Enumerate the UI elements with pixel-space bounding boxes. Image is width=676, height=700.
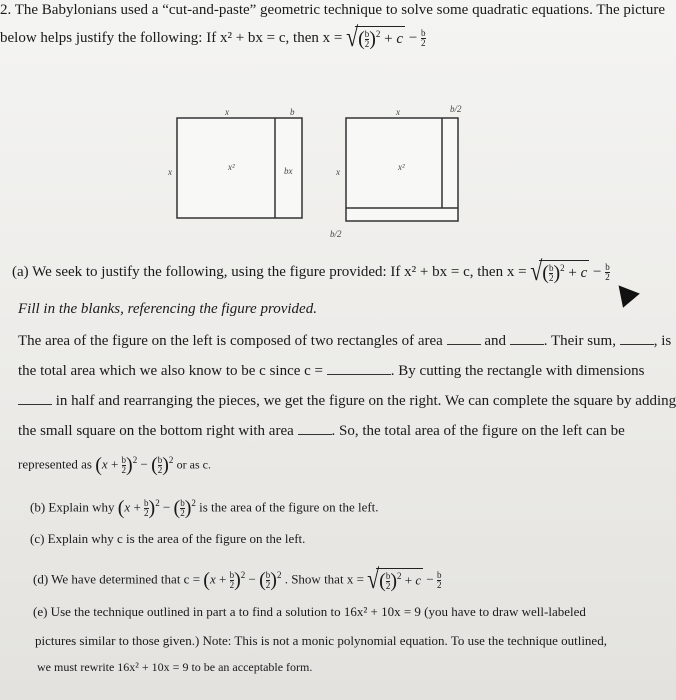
right-side-x-label: x: [336, 167, 340, 177]
part-a-intro-text: (a) We seek to justify the following, using the figure provided: If x² + bx = c, then x =: [12, 263, 527, 280]
part-e-line-1: (e) Use the technique outlined in part a to find a solution to 16x² + 10x = 9 (you have to draw well-labeled: [33, 604, 586, 619]
part-a-l1b: and: [484, 333, 506, 349]
left-bx-label: bx: [284, 166, 293, 176]
part-a-l4b: . So, the total area of the figure on the left can be: [331, 423, 625, 439]
blank-sum[interactable]: [620, 332, 654, 345]
part-a-l1d: , is: [653, 333, 672, 349]
right-top-b2-label: b/2: [450, 104, 462, 114]
question-2-line-2-text: below helps justify the following: If x² + bx = c, then x =: [0, 29, 343, 46]
part-a-l4a: the small square on the bottom right with area: [18, 423, 294, 439]
part-a-line-5: represented as (x + $\frac{b}{2}$ )$^2$ − ( $\frac{b}{2}$ )$^2$ or as c.: [18, 454, 211, 476]
part-a-intro: (a) We seek to justify the following, using the figure provided: If x² + bx = c, then x = √ ( $\frac{b}{2}$ )$^2$ + c − $\frac{b}{2}$: [12, 254, 610, 286]
part-a-line-4: [18, 422, 625, 440]
part-b-b: is the area of the figure on the left.: [199, 499, 379, 515]
left-top-x-label: x: [225, 107, 229, 117]
part-a-line-3: [18, 392, 676, 410]
right-bottom-b2-label: b/2: [330, 229, 342, 239]
question-2-line-1: 2. The Babylonians used a “cut-and-paste” geometric technique to solve some quadratic equations. The picture: [0, 2, 666, 18]
blank-small-square-area[interactable]: [298, 422, 332, 435]
part-b: (b) Explain why (x + $\frac{b}{2}$ )$^2$ − ( $\frac{b}{2}$ )$^2$ is the area of the figure on the left.: [30, 497, 379, 519]
part-d: (d) We have determined that c = (x + $\frac{b}{2}$ )$^2$ − ( $\frac{b}{2}$ )$^2$ . Show that x = √ ( $\frac{b}{2}$ )$^2$ + c − $\frac{b}{2}$: [33, 562, 442, 594]
part-a-line-2: [18, 362, 645, 380]
part-e-line-2: pictures similar to those given.) Note: This is not a monic polynomial equation. To use the technique outlined,: [35, 633, 607, 648]
part-a-l2a: the total area which we also know to be c since c =: [18, 363, 324, 379]
left-side-x-label: x: [168, 167, 172, 177]
part-a-instruction: Fill in the blanks, referencing the figure provided.: [18, 301, 317, 317]
right-top-x-label: x: [396, 107, 400, 117]
left-x2-label: x²: [228, 162, 235, 172]
part-a-l2b: . By cutting the rectangle with dimensions: [390, 363, 645, 379]
question-2-line-2: below helps justify the following: If x² + bx = c, then x = √ ( $\frac{b}{2}$ )$^2$ + c − $\frac{b}{2}$: [0, 20, 426, 52]
part-a-line-1: [18, 332, 671, 350]
part-a-l3: in half and rearranging the pieces, we get the figure on the right. We can complete the square by adding: [55, 393, 676, 409]
part-a-l5a: represented as: [18, 456, 92, 472]
part-d-b: . Show that x =: [284, 571, 364, 587]
blank-area-2[interactable]: [510, 332, 544, 345]
sqrt-formula-part-a: √ ( $\frac{b}{2}$ )$^2$ + c: [530, 254, 588, 286]
right-figure-svg: [340, 112, 470, 230]
part-a-l5b: or as c.: [176, 457, 211, 472]
left-top-b-label: b: [290, 107, 295, 117]
blank-area-1[interactable]: [447, 332, 481, 345]
blank-dimensions[interactable]: [18, 392, 52, 405]
part-b-a: (b) Explain why: [30, 499, 115, 515]
right-x2-label: x²: [398, 162, 405, 172]
sqrt-formula-header: √ ( $\frac{b}{2}$ )$^2$ + c: [346, 20, 404, 52]
mouse-pointer-icon: [610, 278, 640, 307]
blank-c-equals[interactable]: [327, 362, 391, 375]
sqrt-formula-part-d: √ ( $\frac{b}{2}$ )$^2$ + c: [367, 562, 422, 594]
part-c: (c) Explain why c is the area of the figure on the left.: [30, 531, 306, 546]
part-a-l1c: . Their sum,: [543, 333, 616, 349]
part-d-a: (d) We have determined that c =: [33, 571, 201, 587]
part-a-l1a: The area of the figure on the left is composed of two rectangles of area: [18, 333, 443, 349]
part-e-line-3: we must rewrite 16x² + 10x = 9 to be an acceptable form.: [37, 660, 313, 674]
